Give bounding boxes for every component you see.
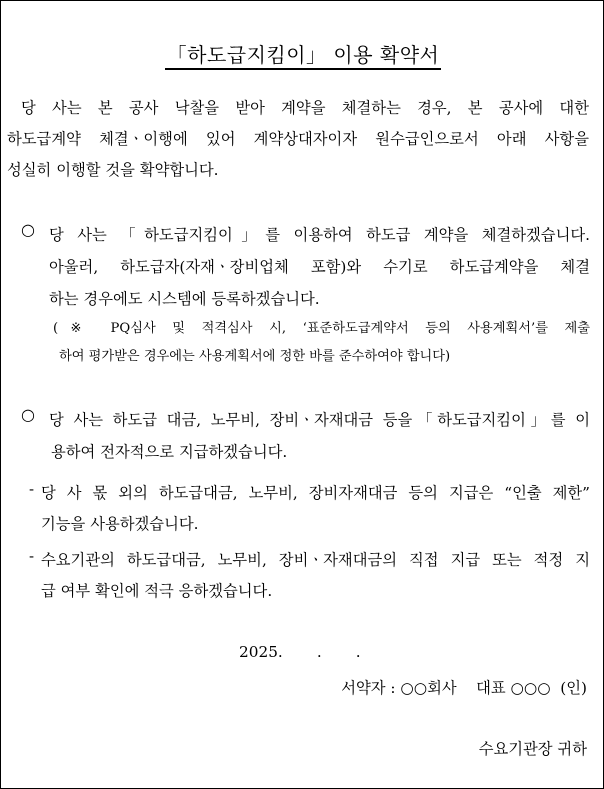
item2-marker: ○ <box>21 405 35 424</box>
sub2-text <box>41 545 590 607</box>
intro-paragraph <box>7 93 589 186</box>
item2-text <box>49 404 590 468</box>
item1-line-1: 당 사는 「하도급지킴이」를 이용하여 하도급 계약을 체결하겠습니다. <box>49 226 590 244</box>
item1-note-line-2: 하여 평가받은 경우에는 사용계획서에 정한 바를 준수하여야 합니다) <box>59 349 451 364</box>
item2-line-2: 용하여 전자적으로 지급하겠습니다. <box>51 443 288 461</box>
sub2-line-1: 수요기관의 하도급대금, 노무비, 장비ㆍ자재대금의 직접 지급 또는 적정 지 <box>41 551 590 569</box>
item1-line-2: 아울러, 하도급자(자재ㆍ장비업체 포함)와 수기로 하도급계약을 체결 <box>49 258 590 276</box>
item1-line-3: 하는 경우에도 시스템에 등록하겠습니다. <box>49 290 320 308</box>
sub1-marker: - <box>29 480 35 498</box>
pledge-date: 2025. . . <box>239 643 361 661</box>
item1-text <box>49 219 590 315</box>
document-title <box>1 39 604 68</box>
sub1-text <box>41 478 590 540</box>
sub2-line-2: 급 여부 확인에 적극 응하겠습니다. <box>41 582 273 600</box>
item1-note-line-1: (※ PQ심사 및 적격심사 시, ‘표준하도급계약서 등의 사용계획서’를 제출 <box>53 321 590 336</box>
document-title-text: 「하도급지킴이」 이용 확약서 <box>165 43 442 70</box>
intro-line-2: 하도급계약 체결ㆍ이행에 있어 계약상대자이자 원수급인으로서 아래 사항을 <box>7 130 589 148</box>
intro-line-3: 성실히 이행할 것을 확약합니다. <box>7 161 219 179</box>
item1-note <box>53 315 590 371</box>
sub1-line-2: 기능을 사용하겠습니다. <box>41 515 199 533</box>
sub2-marker: - <box>29 547 35 565</box>
sub1-line-1: 당 사 몫 외의 하도급대금, 노무비, 장비자재대금 등의 지급은 “인출 제한” <box>41 484 590 502</box>
intro-line-1: 당 사는 본 공사 낙찰을 받아 계약을 체결하는 경우, 본 공사에 대한 <box>21 99 589 117</box>
pledge-recipient: 수요기관장 귀하 <box>478 740 587 758</box>
pledge-signer: 서약자 : ○○회사 대표 ○○○ (인) <box>341 679 587 697</box>
item1-marker: ○ <box>21 220 35 239</box>
item2-line-1: 당 사는 하도급 대금, 노무비, 장비ㆍ자재대금 등을「하도급지킴이」를 이 <box>49 411 590 429</box>
